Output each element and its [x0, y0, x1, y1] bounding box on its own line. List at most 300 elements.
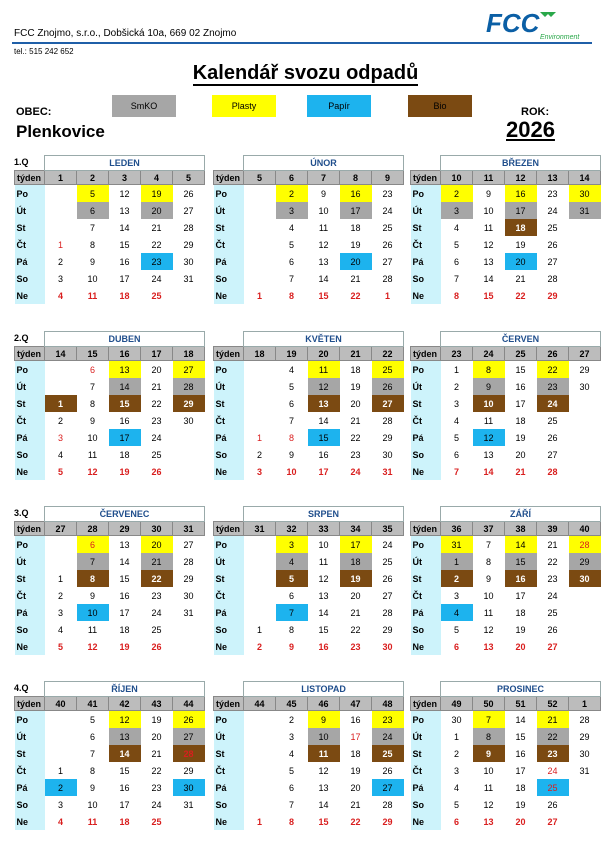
date-cell: 28	[183, 222, 194, 233]
date-cell: 31	[183, 799, 194, 810]
week-number: 8	[340, 171, 372, 185]
date-cell: 15	[109, 395, 141, 412]
date-cell: 20	[350, 782, 361, 793]
date-cell: 21	[151, 381, 162, 392]
week-number: 14	[45, 347, 77, 361]
legend-smko: SmKO	[112, 95, 176, 117]
date-cell: 1	[441, 553, 473, 570]
date-cell: 26	[151, 641, 162, 652]
date-cell	[569, 796, 601, 813]
date-cell: 16	[340, 185, 372, 203]
date-cell: 13	[119, 539, 130, 550]
date-cell: 11	[318, 222, 329, 233]
date-cell: 22	[537, 728, 569, 745]
date-cell: 28	[382, 415, 393, 426]
date-cell: 13	[483, 816, 494, 827]
month-name: ZÁŘÍ	[441, 507, 601, 522]
date-cell: 25	[151, 816, 162, 827]
date-cell: 20	[350, 590, 361, 601]
day-label: Út	[411, 728, 441, 745]
date-cell: 9	[89, 415, 95, 426]
week-number: 43	[141, 697, 173, 711]
date-cell: 28	[569, 536, 601, 554]
day-label: St	[214, 570, 244, 587]
week-number: 34	[340, 522, 372, 536]
date-cell: 22	[547, 556, 558, 567]
date-cell: 16	[515, 748, 526, 759]
date-cell: 25	[372, 361, 404, 379]
date-cell: 4	[57, 624, 63, 635]
date-cell: 9	[485, 188, 491, 199]
date-cell	[569, 463, 601, 480]
date-cell: 7	[276, 604, 308, 621]
date-cell: 9	[89, 782, 95, 793]
day-label: So	[411, 270, 441, 287]
date-cell: 12	[109, 711, 141, 729]
date-cell: 25	[547, 415, 558, 426]
date-cell: 27	[173, 361, 205, 379]
date-cell: 26	[382, 239, 393, 250]
corner-cell	[411, 156, 441, 171]
date-cell: 6	[288, 398, 294, 409]
week-header-label: týden	[214, 522, 244, 536]
date-cell	[569, 621, 601, 638]
date-cell	[244, 412, 276, 429]
date-cell	[569, 236, 601, 253]
date-cell: 7	[288, 273, 294, 284]
date-cell: 5	[453, 624, 459, 635]
date-cell: 9	[308, 711, 340, 729]
date-cell: 10	[87, 273, 98, 284]
week-number: 7	[308, 171, 340, 185]
date-cell: 19	[119, 466, 130, 477]
fcc-logo	[484, 6, 594, 42]
date-cell: 2	[441, 185, 473, 203]
date-cell: 23	[372, 711, 404, 729]
week-number: 14	[569, 171, 601, 185]
date-cell: 18	[505, 219, 537, 236]
week-number: 31	[244, 522, 276, 536]
week-header-label: týden	[214, 171, 244, 185]
day-label: Po	[15, 361, 45, 379]
date-cell: 20	[141, 202, 173, 219]
date-cell: 29	[183, 765, 194, 776]
date-cell: 6	[89, 731, 95, 742]
week-number: 16	[109, 347, 141, 361]
date-cell	[569, 395, 601, 412]
date-cell: 21	[151, 748, 162, 759]
date-cell: 6	[77, 536, 109, 554]
date-cell: 3	[57, 432, 63, 443]
date-cell	[569, 287, 601, 304]
date-cell: 14	[109, 745, 141, 762]
date-cell: 27	[183, 539, 194, 550]
date-cell: 19	[350, 381, 361, 392]
date-cell: 20	[151, 731, 162, 742]
legend-bio: Bio	[408, 95, 472, 117]
date-cell: 17	[505, 202, 537, 219]
date-cell: 18	[515, 607, 526, 618]
date-cell	[569, 604, 601, 621]
week-number: 40	[569, 522, 601, 536]
date-cell: 27	[547, 641, 558, 652]
day-label: Pá	[411, 779, 441, 796]
date-cell: 21	[537, 711, 569, 729]
date-cell: 2	[45, 779, 77, 796]
day-label: St	[15, 570, 45, 587]
week-header-label: týden	[15, 171, 45, 185]
week-number: 45	[276, 697, 308, 711]
rok-label: ROK:	[521, 106, 550, 118]
week-number: 17	[141, 347, 173, 361]
legend-plasty: Plasty	[212, 95, 276, 117]
day-label: Út	[214, 728, 244, 745]
day-label: Čt	[214, 762, 244, 779]
date-cell: 2	[256, 449, 262, 460]
date-cell	[45, 745, 77, 762]
date-cell: 15	[119, 765, 130, 776]
date-cell: 1	[256, 624, 262, 635]
date-cell: 3	[453, 398, 459, 409]
date-cell: 28	[382, 607, 393, 618]
date-cell	[244, 395, 276, 412]
date-cell: 12	[318, 239, 329, 250]
date-cell: 22	[350, 432, 361, 443]
date-cell: 23	[382, 188, 393, 199]
date-cell: 26	[382, 765, 393, 776]
week-number: 1	[569, 697, 601, 711]
date-cell: 13	[483, 449, 494, 460]
date-cell: 4	[441, 604, 473, 621]
week-number: 5	[244, 171, 276, 185]
date-cell	[244, 711, 276, 729]
date-cell: 5	[288, 381, 294, 392]
header-rule	[12, 42, 592, 44]
date-cell: 11	[87, 449, 98, 460]
date-cell: 10	[77, 604, 109, 621]
date-cell	[244, 270, 276, 287]
date-cell: 4	[57, 449, 63, 460]
date-cell	[244, 570, 276, 587]
date-cell: 23	[547, 188, 558, 199]
date-cell: 13	[308, 395, 340, 412]
day-label: Čt	[15, 587, 45, 604]
date-cell: 16	[515, 381, 526, 392]
week-number: 9	[372, 171, 404, 185]
week-header-label: týden	[411, 522, 441, 536]
date-cell: 22	[515, 290, 526, 301]
date-cell: 24	[547, 765, 558, 776]
week-number: 10	[441, 171, 473, 185]
date-cell	[244, 779, 276, 796]
day-label: Út	[411, 378, 441, 395]
week-number: 38	[505, 522, 537, 536]
date-cell	[173, 638, 205, 655]
date-cell: 1	[57, 573, 63, 584]
day-label: Pá	[411, 253, 441, 270]
date-cell: 25	[537, 779, 569, 796]
date-cell: 19	[119, 641, 130, 652]
date-cell: 7	[473, 711, 505, 729]
date-cell: 12	[318, 573, 329, 584]
date-cell: 15	[515, 731, 526, 742]
date-cell: 4	[288, 222, 294, 233]
date-cell: 13	[318, 782, 329, 793]
month-table	[410, 155, 601, 304]
date-cell: 27	[372, 395, 404, 412]
week-header-label: týden	[15, 522, 45, 536]
day-label: So	[15, 446, 45, 463]
date-cell: 30	[451, 714, 462, 725]
date-cell: 8	[288, 432, 294, 443]
date-cell: 7	[288, 799, 294, 810]
day-label: Po	[15, 711, 45, 729]
date-cell: 20	[340, 253, 372, 270]
date-cell: 28	[382, 273, 393, 284]
date-cell: 19	[350, 765, 361, 776]
date-cell	[173, 621, 205, 638]
day-label: Čt	[214, 236, 244, 253]
logo-sub: Environment	[540, 34, 580, 41]
date-cell	[244, 553, 276, 570]
week-number: 12	[505, 171, 537, 185]
week-number: 27	[45, 522, 77, 536]
date-cell	[45, 728, 77, 745]
date-cell: 28	[547, 466, 558, 477]
date-cell	[173, 813, 205, 830]
date-cell: 22	[151, 398, 162, 409]
date-cell: 17	[350, 731, 361, 742]
date-cell	[244, 253, 276, 270]
month-name: PROSINEC	[441, 682, 601, 697]
month-table	[14, 155, 205, 304]
week-number: 23	[441, 347, 473, 361]
date-cell: 1	[384, 290, 390, 301]
date-cell: 13	[119, 205, 130, 216]
date-cell: 6	[288, 590, 294, 601]
week-number: 51	[505, 697, 537, 711]
date-cell: 21	[350, 273, 361, 284]
date-cell: 17	[515, 765, 526, 776]
date-cell: 3	[453, 590, 459, 601]
date-cell: 27	[547, 449, 558, 460]
date-cell: 10	[286, 466, 297, 477]
date-cell: 12	[483, 239, 494, 250]
date-cell: 20	[515, 816, 526, 827]
date-cell: 30	[382, 449, 393, 460]
week-number: 42	[109, 697, 141, 711]
week-number: 25	[505, 347, 537, 361]
date-cell	[45, 536, 77, 554]
week-number: 1	[45, 171, 77, 185]
date-cell: 10	[318, 205, 329, 216]
date-cell: 12	[473, 429, 505, 446]
date-cell: 26	[547, 624, 558, 635]
date-cell: 24	[151, 799, 162, 810]
week-number: 5	[173, 171, 205, 185]
corner-cell	[214, 332, 244, 347]
date-cell: 9	[288, 449, 294, 460]
date-cell: 9	[89, 256, 95, 267]
day-label: Po	[411, 536, 441, 554]
date-cell: 7	[485, 539, 491, 550]
date-cell: 9	[485, 573, 491, 584]
date-cell	[244, 236, 276, 253]
date-cell: 8	[288, 290, 294, 301]
date-cell: 5	[77, 185, 109, 203]
month-table	[410, 681, 601, 830]
corner-cell	[15, 507, 45, 522]
date-cell: 4	[453, 782, 459, 793]
date-cell: 30	[579, 748, 590, 759]
date-cell: 26	[382, 573, 393, 584]
date-cell: 18	[350, 748, 361, 759]
date-cell	[569, 813, 601, 830]
date-cell: 16	[318, 449, 329, 460]
date-cell: 29	[173, 395, 205, 412]
month-table	[14, 506, 205, 655]
month-table	[213, 681, 404, 830]
date-cell: 25	[547, 607, 558, 618]
date-cell: 23	[151, 782, 162, 793]
date-cell: 18	[515, 782, 526, 793]
month-name: KVĚTEN	[244, 332, 404, 347]
date-cell: 9	[89, 590, 95, 601]
date-cell: 3	[288, 731, 294, 742]
date-cell	[244, 202, 276, 219]
date-cell: 11	[483, 415, 494, 426]
date-cell: 5	[57, 466, 63, 477]
month-table	[410, 331, 601, 480]
date-cell: 10	[473, 395, 505, 412]
date-cell: 31	[382, 466, 393, 477]
date-cell: 23	[350, 641, 361, 652]
date-cell: 11	[87, 624, 98, 635]
date-cell: 10	[87, 432, 98, 443]
date-cell: 16	[505, 570, 537, 587]
date-cell: 8	[288, 816, 294, 827]
date-cell: 2	[288, 714, 294, 725]
date-cell: 20	[515, 449, 526, 460]
week-number: 27	[569, 347, 601, 361]
date-cell	[244, 745, 276, 762]
date-cell: 25	[151, 624, 162, 635]
month-name: LISTOPAD	[244, 682, 404, 697]
day-label: St	[214, 219, 244, 236]
date-cell: 1	[256, 816, 262, 827]
date-cell: 17	[119, 799, 130, 810]
day-label: Pá	[15, 604, 45, 621]
date-cell: 9	[473, 745, 505, 762]
date-cell: 18	[119, 816, 130, 827]
date-cell: 23	[141, 253, 173, 270]
date-cell: 24	[151, 432, 162, 443]
day-label: So	[411, 796, 441, 813]
date-cell: 29	[569, 553, 601, 570]
corner-cell	[15, 682, 45, 697]
date-cell: 5	[453, 432, 459, 443]
date-cell	[244, 185, 276, 203]
week-number: 49	[441, 697, 473, 711]
day-label: So	[214, 796, 244, 813]
date-cell: 15	[318, 816, 329, 827]
day-label: So	[411, 621, 441, 638]
week-number: 28	[77, 522, 109, 536]
day-label: Ne	[411, 813, 441, 830]
corner-cell	[411, 332, 441, 347]
date-cell: 17	[515, 398, 526, 409]
date-cell: 23	[547, 573, 558, 584]
company-phone: tel.: 515 242 652	[14, 47, 74, 56]
date-cell	[45, 553, 77, 570]
date-cell: 26	[547, 239, 558, 250]
week-header-label: týden	[411, 347, 441, 361]
date-cell: 7	[89, 222, 95, 233]
date-cell: 22	[350, 624, 361, 635]
date-cell: 27	[183, 205, 194, 216]
month-name: DUBEN	[45, 332, 205, 347]
week-number: 52	[537, 697, 569, 711]
week-number: 44	[244, 697, 276, 711]
date-cell: 17	[340, 202, 372, 219]
date-cell: 22	[350, 816, 361, 827]
date-cell: 13	[318, 256, 329, 267]
date-cell: 16	[119, 256, 130, 267]
date-cell: 27	[547, 256, 558, 267]
date-cell: 16	[350, 714, 361, 725]
date-cell: 29	[382, 624, 393, 635]
date-cell: 8	[473, 361, 505, 379]
day-label: St	[214, 745, 244, 762]
week-number: 35	[372, 522, 404, 536]
week-number: 18	[244, 347, 276, 361]
date-cell	[45, 185, 77, 203]
week-header-label: týden	[411, 171, 441, 185]
date-cell: 12	[87, 466, 98, 477]
day-label: Čt	[15, 762, 45, 779]
date-cell: 6	[453, 256, 459, 267]
day-label: Pá	[15, 253, 45, 270]
quarter-label: 2.Q	[14, 333, 29, 343]
date-cell: 10	[318, 539, 329, 550]
week-number: 30	[141, 522, 173, 536]
date-cell: 17	[515, 590, 526, 601]
date-cell: 30	[569, 185, 601, 203]
date-cell: 29	[579, 364, 590, 375]
date-cell: 14	[318, 799, 329, 810]
day-label: St	[411, 219, 441, 236]
date-cell	[45, 219, 77, 236]
date-cell: 1	[45, 395, 77, 412]
day-label: Pá	[411, 429, 441, 446]
day-label: So	[411, 446, 441, 463]
day-label: Út	[15, 728, 45, 745]
date-cell: 12	[483, 799, 494, 810]
month-name: ČERVENEC	[45, 507, 205, 522]
date-cell: 16	[119, 590, 130, 601]
week-number: 4	[141, 171, 173, 185]
week-number: 44	[173, 697, 205, 711]
day-label: Po	[15, 185, 45, 203]
date-cell: 5	[57, 641, 63, 652]
date-cell: 10	[483, 765, 494, 776]
obec-value: Plenkovice	[16, 122, 105, 141]
date-cell: 18	[119, 449, 130, 460]
date-cell: 3	[57, 607, 63, 618]
legend-papir: Papír	[307, 95, 371, 117]
date-cell: 19	[151, 714, 162, 725]
date-cell: 4	[288, 364, 294, 375]
